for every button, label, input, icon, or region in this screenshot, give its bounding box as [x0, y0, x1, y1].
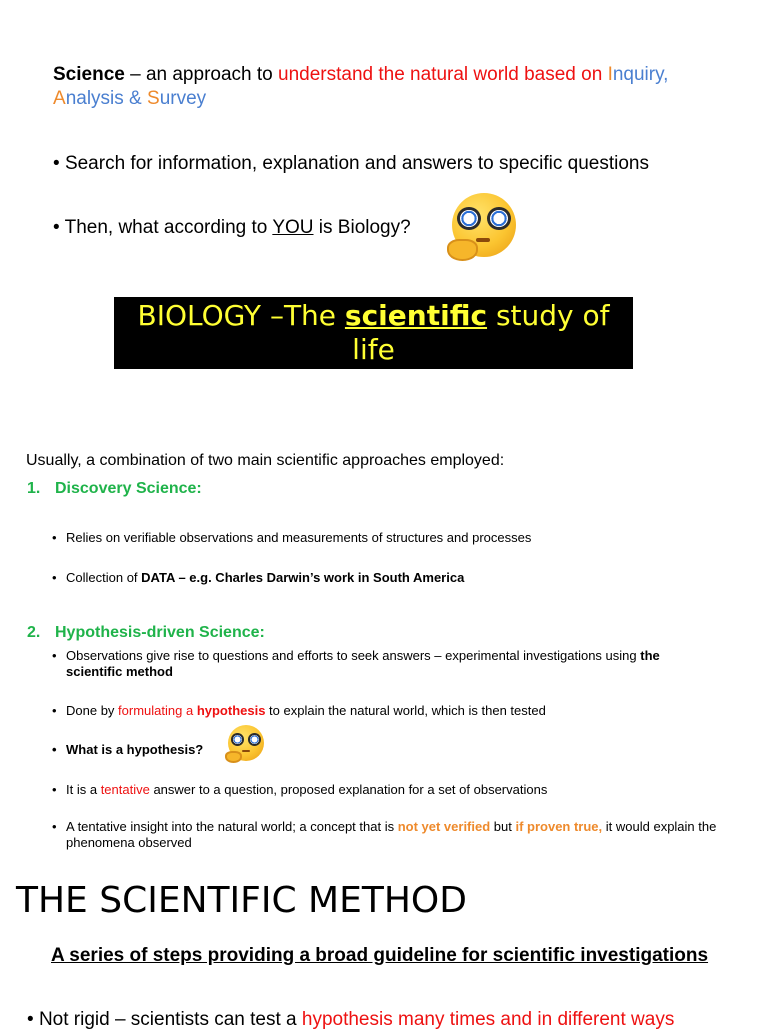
science-term: Science	[53, 64, 125, 85]
scientific-method-title: THE SCIENTIFIC METHOD	[16, 880, 467, 921]
thinking-nerd-face-icon	[452, 193, 516, 257]
list-item: • Collection of DATA – e.g. Charles Darwin’s work in South America	[52, 570, 465, 585]
list-item: • Done by formulating a hypothesis to explain the natural world, which is then tested	[52, 703, 546, 718]
approaches-intro: Usually, a combination of two main scientific approaches employed:	[26, 452, 505, 469]
list-item: • A tentative insight into the natural world; a concept that is not yet verified but if proven true, it would explain the phenomena observed	[52, 819, 717, 850]
bullet-search-info: • Search for information, explanation and answers to specific questions	[53, 153, 649, 174]
scientific-method-subtitle: A series of steps providing a broad guideline for scientific investigations	[51, 945, 709, 966]
list-item: • It is a tentative answer to a question, proposed explanation for a set of observations	[52, 782, 548, 797]
bullet-not-rigid: • Not rigid – scientists can test a hypothesis many times and in different ways	[27, 1009, 675, 1030]
list-item: • What is a hypothesis?	[52, 742, 204, 757]
biology-definition-banner: BIOLOGY –The scientific study of life	[114, 297, 633, 369]
scientific-word: scientific	[344, 299, 488, 332]
science-definition: Science – an approach to understand the natural world based on Inquiry, Analysis & Survey	[53, 64, 669, 109]
list-item: • Observations give rise to questions and efforts to seek answers – experimental investigations using the scientific method	[52, 648, 660, 679]
bullet-biology-question: • Then, what according to YOU is Biology?	[53, 217, 411, 238]
list-item: • Relies on verifiable observations and measurements of structures and processes	[52, 530, 532, 545]
thinking-nerd-face-icon-small	[228, 725, 264, 761]
discovery-science-heading: 1. Discovery Science:	[27, 480, 202, 497]
hypothesis-science-heading: 2. Hypothesis-driven Science:	[27, 624, 265, 641]
